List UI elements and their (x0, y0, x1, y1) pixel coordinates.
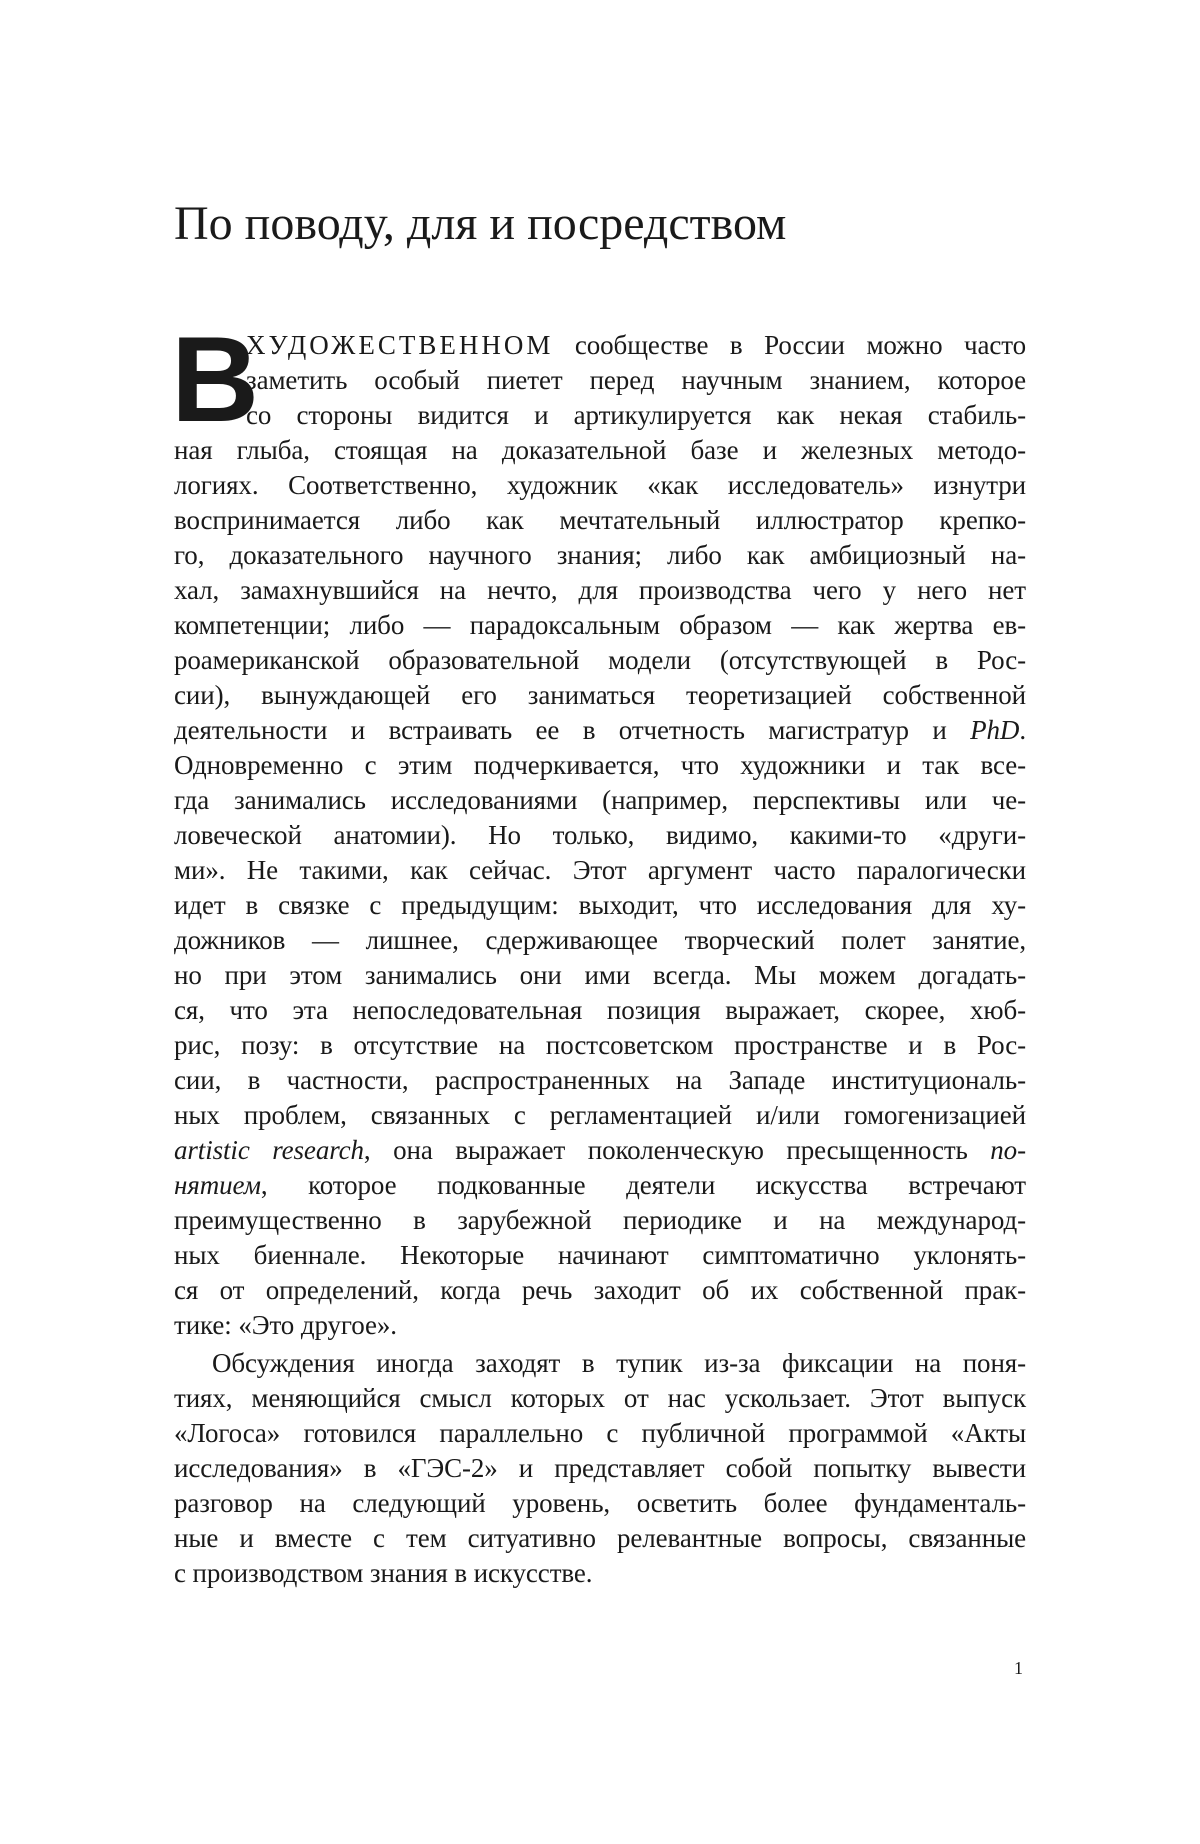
page-title: По поводу, для и посредством (174, 197, 787, 250)
text-line: разговор на следующий уровень, осветить более фундаменталь- (174, 1488, 1026, 1518)
text-fragment: . (1019, 715, 1026, 745)
text-fragment: , она выражает поколенческую пресыщенность (363, 1135, 991, 1165)
italic-term-ponyatiem: по- (990, 1135, 1026, 1165)
text-line: тике: «Это другое». (174, 1310, 397, 1340)
text-line: Обсуждения иногда заходят в тупик из-за фиксации на поня- (212, 1348, 1026, 1378)
text-line: дожников — лишнее, сдерживающее творческий полет занятие, (174, 925, 1026, 955)
text-fragment: , которое подкованные деятели искусства встречают (260, 1170, 1026, 1200)
text-line: но при этом занимались они ими всегда. Мы можем догадать- (174, 960, 1026, 990)
text-line: сии), вынуждающей его заниматься теоретизацией собственной (174, 680, 1026, 710)
text-line: сии, в частности, распространенных на Западе институциональ- (174, 1065, 1026, 1095)
text-line: рис, позу: в отсутствие на постсоветском пространстве и в Рос- (174, 1030, 1026, 1060)
text-line: ся, что эта непоследовательная позиция выражает, скорее, хюб- (174, 995, 1026, 1025)
text-line: ловеческой анатомии). Но только, видимо, какими-то «други- (174, 820, 1026, 850)
text-line: идет в связке с предыдущим: выходит, что исследования для ху- (174, 890, 1026, 920)
text-line: хал, замахнувшийся на нечто, для производства чего у него нет (174, 575, 1026, 605)
text-line (174, 1167, 1026, 1203)
text-line (174, 712, 1026, 748)
text-line: преимущественно в зарубежной периодике и на международ- (174, 1205, 1026, 1235)
text-line: заметить особый пиетет перед научным знанием, которое (246, 365, 1026, 395)
text-line: исследования» в «ГЭС-2» и представляет собой попытку вывести (174, 1453, 1026, 1483)
text-line: ми». Не такими, как сейчас. Этот аргумент часто паралогически (174, 855, 1026, 885)
text-line: гда занимались исследованиями (например, перспективы или че- (174, 785, 1026, 815)
text-line: ные и вместе с тем ситуативно релевантные вопросы, связанные (174, 1523, 1026, 1553)
text-line: ся от определений, когда речь заходит об их собственной прак- (174, 1275, 1026, 1305)
page-number: 1 (1014, 1658, 1023, 1678)
text-line: «Логоса» готовился параллельно с публичной программой «Акты (174, 1418, 1026, 1448)
text-line: с производством знания в искусстве. (174, 1558, 593, 1588)
text-line (174, 1132, 1026, 1168)
text-line: го, доказательного научного знания; либо как амбициозный на- (174, 540, 1026, 570)
text-fragment: сообществе в России можно часто (553, 330, 1026, 360)
text-line: логиях. Соответственно, художник «как исследователь» изнутри (174, 470, 1026, 500)
drop-cap: В (171, 311, 260, 447)
italic-term-ponyatiem: нятием (174, 1170, 261, 1200)
text-fragment: деятельности и встраивать ее в отчетность магистратур и (174, 715, 971, 745)
text-line: воспринимается либо как мечтательный иллюстратор крепко- (174, 505, 1026, 535)
text-line: компетенции; либо — парадоксальным образом — как жертва ев- (174, 610, 1026, 640)
italic-term-phd: PhD (970, 715, 1020, 745)
text-line: роамериканской образовательной модели (отсутствующей в Рос- (174, 645, 1026, 675)
text-line: тиях, меняющийся смысл которых от нас ускользает. Этот выпуск (174, 1383, 1026, 1413)
first-word-smallcaps: ХУДОЖЕСТВЕННОМ (246, 330, 554, 360)
text-line: ная глыба, стоящая на доказательной базе и железных методо- (174, 435, 1026, 465)
italic-term-artistic-research: artistic research (174, 1135, 364, 1165)
text-line (246, 327, 1026, 363)
text-line: ных проблем, связанных с регламентацией и/или гомогенизацией (174, 1100, 1026, 1130)
text-line: Одновременно с этим подчеркивается, что художники и так все- (174, 750, 1026, 780)
text-line: ных биеннале. Некоторые начинают симптоматично уклонять- (174, 1240, 1026, 1270)
text-line: со стороны видится и артикулируется как некая стабиль- (246, 400, 1026, 430)
